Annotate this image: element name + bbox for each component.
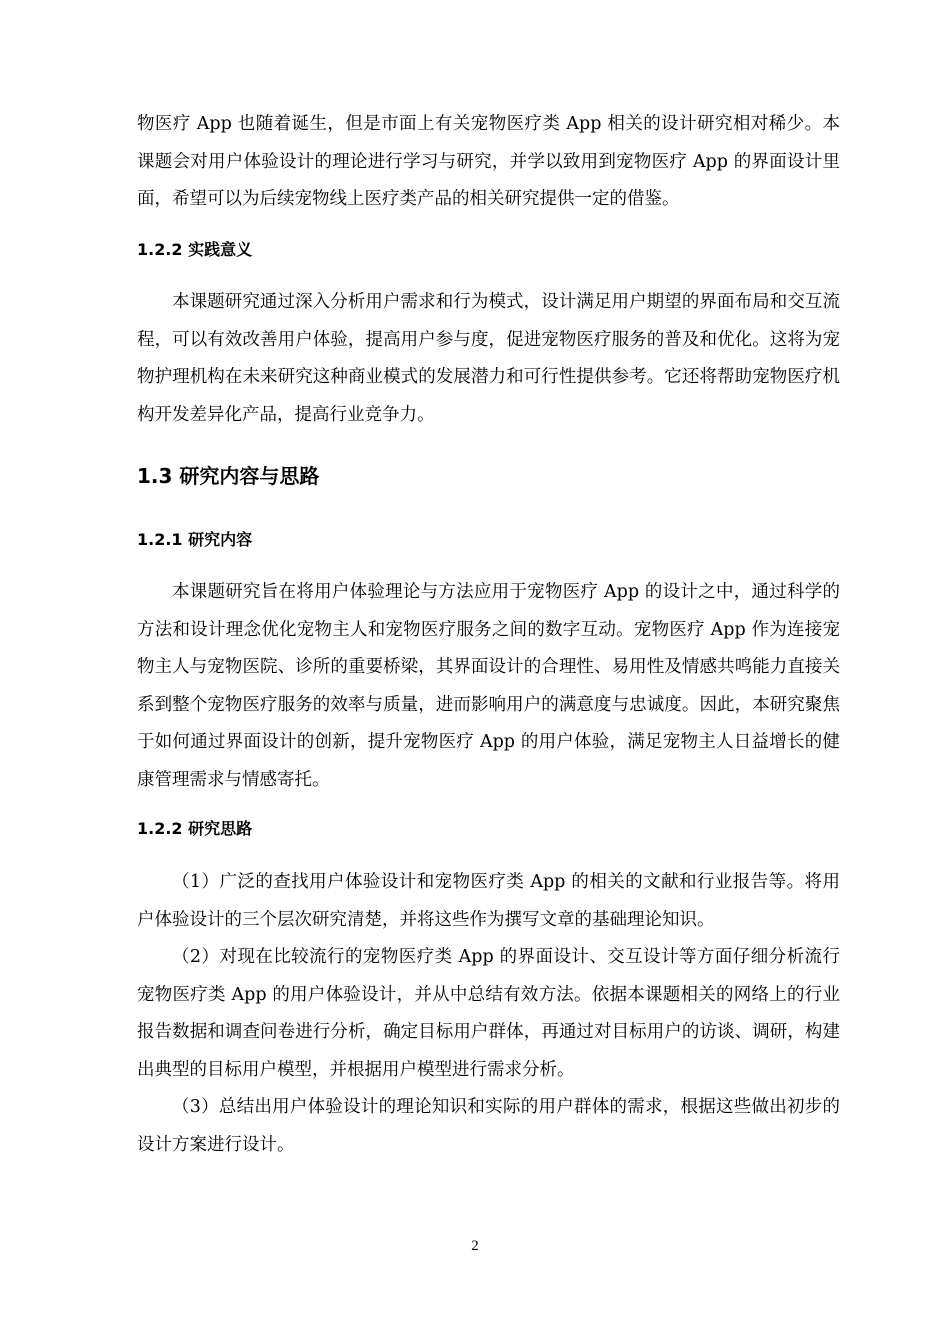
opening-paragraph: 物医疗 App 也随着诞生，但是市面上有关宠物医疗类 App 相关的设计研究相对稀少。本课题会对用户体验设计的理论进行学习与研究，并学以致用到宠物医疗 App 的界面设计里面，希望可以为后续宠物线上医疗类产品的相关研究提供一定的借鉴。 (137, 114, 840, 209)
research-approach-item-3: （3）总结出用户体验设计的理论知识和实际的用户群体的需求，根据这些做出初步的设计方案进行设计。 (137, 1097, 840, 1155)
section-1-3-research-content-and-approach (137, 462, 840, 490)
section-heading-practical-significance: 1.2.2 实践意义 (137, 240, 253, 259)
section-heading-research-approach: 1.2.2 研究思路 (137, 819, 253, 838)
section-heading-research-content: 1.2.1 研究内容 (137, 530, 253, 549)
section-1-2-2-research-approach (137, 817, 840, 841)
page-number: 2 (471, 1238, 479, 1254)
research-approach-item-1: （1）广泛的查找用户体验设计和宠物医疗类 App 的相关的文献和行业报告等。将用户体验设计的三个层次研究清楚，并将这些作为撰写文章的基础理论知识。 (137, 872, 840, 930)
research-content-paragraph-block (137, 574, 840, 799)
opening-paragraph-block (137, 106, 840, 219)
section-1-2-1-research-content (137, 528, 840, 552)
section-1-2-2-practical-significance (137, 238, 840, 262)
practical-significance-paragraph: 本课题研究通过深入分析用户需求和行为模式，设计满足用户期望的界面布局和交互流程，可以有效改善用户体验，提高用户参与度，促进宠物医疗服务的普及和优化。这将为宠物护理机构在未来研究这种商业模式的发展潜力和可行性提供参考。它还将帮助宠物医疗机构开发差异化产品，提高行业竞争力。 (137, 292, 840, 425)
research-content-paragraph: 本课题研究旨在将用户体验理论与方法应用于宠物医疗 App 的设计之中，通过科学的方法和设计理念优化宠物主人和宠物医疗服务之间的数字互动。宠物医疗 App 作为连接宠物主人与宠物医院、诊所的重要桥梁，其界面设计的合理性、易用性及情感共鸣能力直接关系到整个宠物医疗服务的效率与质量，进而影响用户的满意度与忠诚度。因此，本研究聚焦于如何通过界面设计的创新，提升宠物医疗 App 的用户体验，满足宠物主人日益增长的健康管理需求与情感寄托。 (137, 582, 840, 790)
research-approach-list (137, 864, 840, 1164)
research-approach-item-2: （2）对现在比较流行的宠物医疗类 App 的界面设计、交互设计等方面仔细分析流行宠物医疗类 App 的用户体验设计，并从中总结有效方法。依据本课题相关的网络上的行业报告数据和调查问卷进行分析，确定目标用户群体，再通过对目标用户的访谈、调研，构建出典型的目标用户模型，并根据用户模型进行需求分析。 (137, 947, 840, 1080)
section-heading-research-content-and-approach: 1.3 研究内容与思路 (137, 464, 320, 488)
practical-significance-paragraph-block (137, 284, 840, 434)
